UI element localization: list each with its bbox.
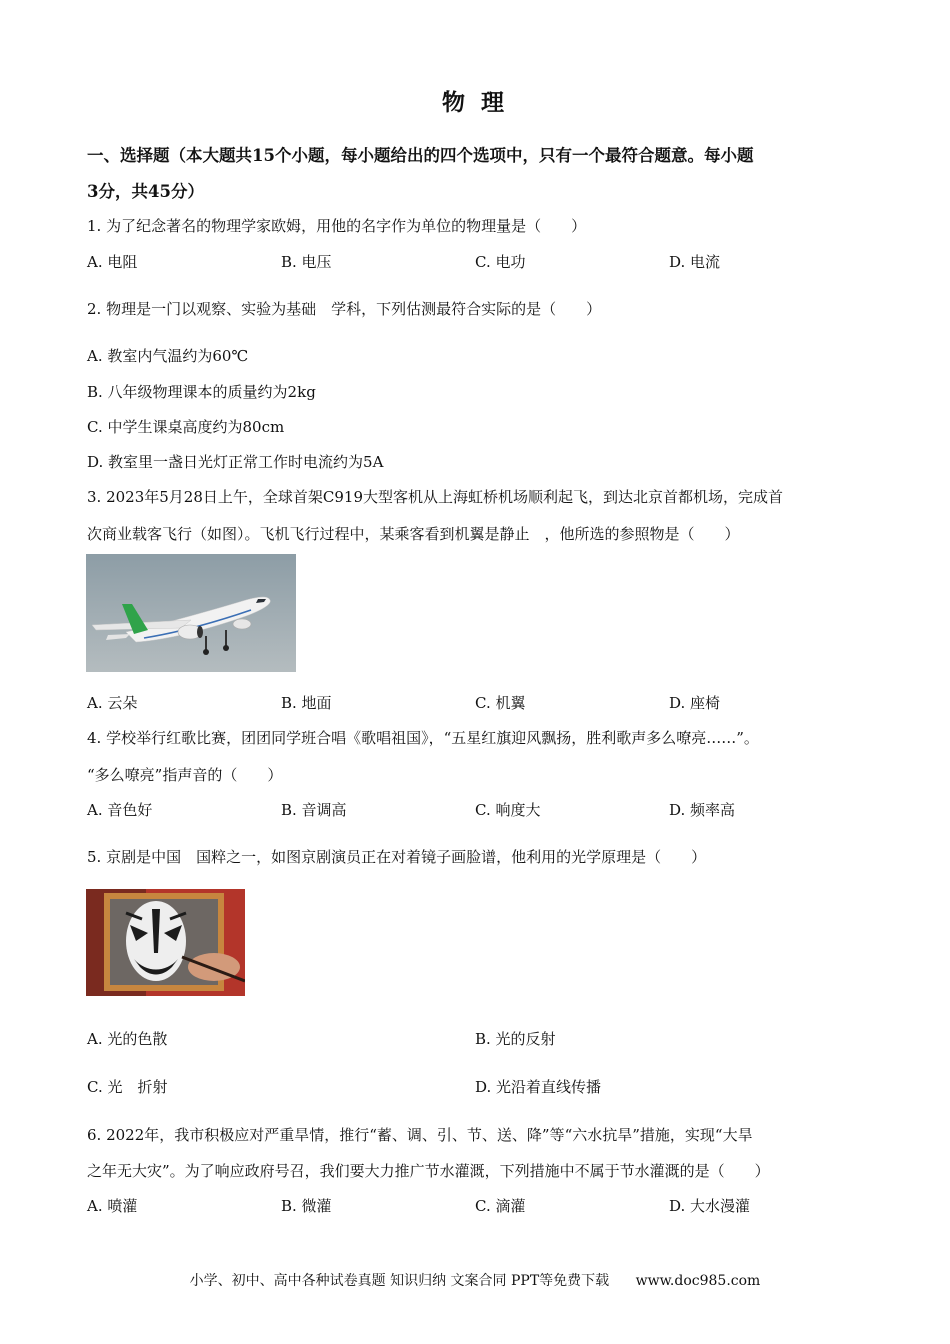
q4-option-b: B. 音调高 xyxy=(281,801,347,819)
question-2-text: 2. 物理是一门以观察、实验为基础 学科，下列估测最符合实际的是（ ） xyxy=(87,300,602,318)
q1-option-a: A. 电阻 xyxy=(87,253,138,271)
question-3-text-line2: 次商业载客飞行（如图）。飞机飞行过程中，某乘客看到机翼是静止 ，他所选的参照物是（ ） xyxy=(87,525,740,543)
q4-option-a: A. 音色好 xyxy=(87,801,153,819)
q2-option-b: B. 八年级物理课本的质量约为2kg xyxy=(87,383,316,401)
section-heading-line1: 一、选择题（本大题共15个小题，每小题给出的四个选项中，只有一个最符合题意。每小题 xyxy=(87,146,754,165)
footer-url-link[interactable]: www.doc985.com xyxy=(635,1273,761,1289)
question-3-text-line1: 3. 2023年5月28日上午，全球首架C919大型客机从上海虹桥机场顺利起飞，到达北京首都机场，完成首 xyxy=(87,488,783,506)
question-6-text-line1: 6. 2022年，我市积极应对严重旱情，推行“蓄、调、引、节、送、降”等“六水抗旱”措施，实现“大旱 xyxy=(87,1126,753,1144)
peking-opera-mirror-image xyxy=(86,889,245,996)
footer-text: 小学、初中、高中各种试卷真题 知识归纳 文案合同 PPT等免费下载 xyxy=(189,1273,610,1289)
q6-option-c: C. 滴灌 xyxy=(475,1197,526,1215)
q3-option-c: C. 机翼 xyxy=(475,694,526,712)
q5-option-c: C. 光 折射 xyxy=(87,1078,168,1096)
question-5-text: 5. 京剧是中国 国粹之一，如图京剧演员正在对着镜子画脸谱，他利用的光学原理是（ ） xyxy=(87,848,707,866)
question-4-text-line1: 4. 学校举行红歌比赛，团团同学班合唱《歌唱祖国》，“五星红旗迎风飘扬，胜利歌声多么嘹亮……”。 xyxy=(87,729,759,747)
q6-option-b: B. 微灌 xyxy=(281,1197,332,1215)
section-heading-line2: 3分，共45分） xyxy=(87,182,204,201)
q1-option-d: D. 电流 xyxy=(669,253,721,271)
q3-option-a: A. 云朵 xyxy=(87,694,138,712)
q2-option-d: D. 教室里一盏日光灯正常工作时电流约为5A xyxy=(87,453,384,471)
question-6-text-line2: 之年无大灾”。为了响应政府号召，我们要大力推广节水灌溉，下列措施中不属于节水灌溉的是（ ） xyxy=(87,1162,770,1180)
q6-option-d: D. 大水漫灌 xyxy=(669,1197,751,1215)
q3-option-d: D. 座椅 xyxy=(669,694,721,712)
c919-airplane-image xyxy=(86,554,296,672)
page-footer xyxy=(0,1270,950,1290)
q4-option-c: C. 响度大 xyxy=(475,801,541,819)
q3-option-b: B. 地面 xyxy=(281,694,332,712)
q5-option-b: B. 光的反射 xyxy=(475,1030,556,1048)
question-4-text-line2: “多么嘹亮”指声音的（ ） xyxy=(87,766,283,784)
q1-option-c: C. 电功 xyxy=(475,253,526,271)
q5-option-a: A. 光的色散 xyxy=(87,1030,168,1048)
q6-option-a: A. 喷灌 xyxy=(87,1197,138,1215)
q5-option-d: D. 光沿着直线传播 xyxy=(475,1078,602,1096)
q2-option-a: A. 教室内气温约为60℃ xyxy=(87,347,249,365)
q2-option-c: C. 中学生课桌高度约为80cm xyxy=(87,418,285,436)
q4-option-d: D. 频率高 xyxy=(669,801,736,819)
question-1-text: 1. 为了纪念著名的物理学家欧姆，用他的名字作为单位的物理量是（ ） xyxy=(87,217,587,235)
q1-option-b: B. 电压 xyxy=(281,253,332,271)
page-title: 物 理 xyxy=(441,89,508,116)
